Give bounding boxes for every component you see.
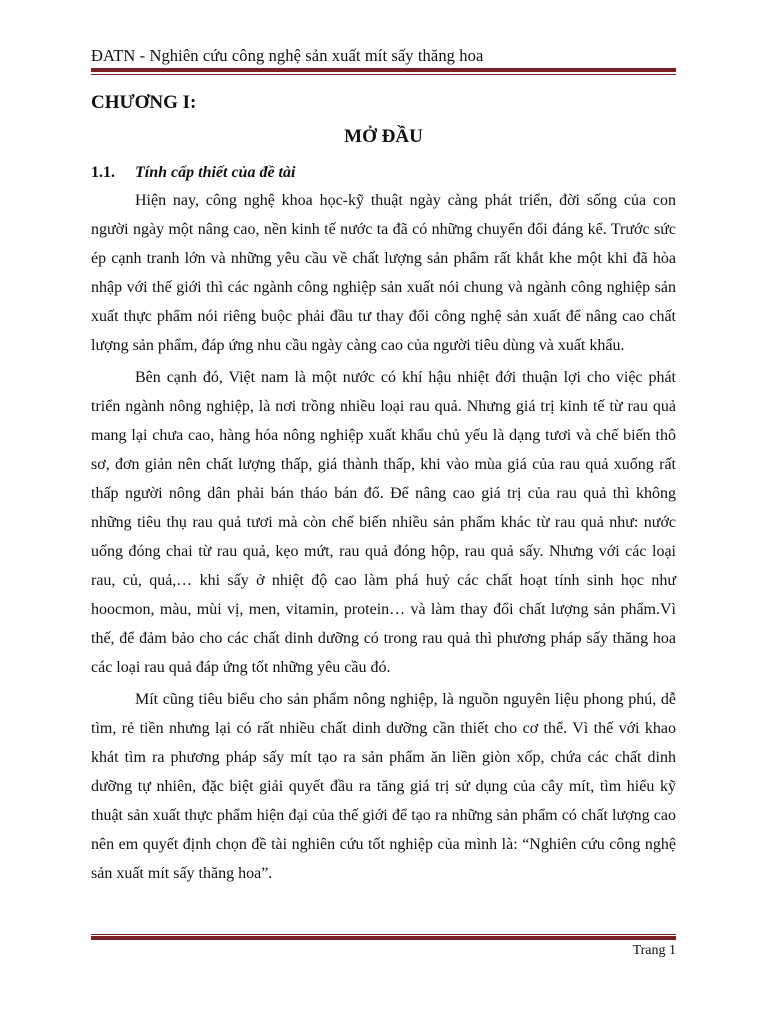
section-number: 1.1.	[91, 164, 115, 181]
header-rule-thin	[91, 74, 676, 75]
running-header: ĐATN - Nghiên cứu công nghệ sản xuất mít sấy thăng hoa	[91, 46, 484, 65]
header-rule-thick	[91, 68, 676, 72]
paragraph: Bên cạnh đó, Việt nam là một nước có khí hậu nhiệt đới thuận lợi cho việc phát triển ngành nông nghiệp, là nơi trồng nhiều loại rau quả. Nhưng giá trị kinh tế từ rau quả mang lại chưa cao, hàng hóa nông nghiệp xuất khẩu chủ yếu là dạng tươi và chế biến thô sơ, đơn giản nên chất lượng thấp, giá thành thấp, khi vào mùa giá của rau quả xuống rất thấp người nông dân phải bán tháo bán đổ. Để nâng cao giá trị của rau quả thì không những tiêu thụ rau quả tươi mà còn chế biến nhiều sản phẩm khác từ rau quả như: nước uống đóng chai từ rau quả, kẹo mứt, rau quả đóng hộp, rau quả sấy. Nhưng với các loại rau, củ, quả,… khi sấy ở nhiệt độ cao làm phá huỷ các chất hoạt tính sinh học như hoocmon, màu, mùi vị, men, vitamin, protein… và làm thay đổi chất lượng sản phẩm.Vì thế, để đảm bảo cho các chất dinh dưỡng có trong rau quả thì phương pháp sấy thăng hoa các loại rau quả đáp ứng tốt những yêu cầu đó.	[91, 369, 676, 676]
paragraph: Mít cũng tiêu biểu cho sản phẩm nông nghiệp, là nguồn nguyên liệu phong phú, dễ tìm, rẻ tiền nhưng lại có rất nhiều chất dinh dưỡng cần thiết cho cơ thể. Vì thế với khao khát tìm ra phương pháp sấy mít tạo ra sản phẩm ăn liền giòn xốp, chứa các chất dinh dưỡng tự nhiên, đặc biệt giải quyết đầu ra tăng giá trị sử dụng của cây mít, tìm hiểu kỹ thuật sản xuất thực phẩm hiện đại của thế giới để tạo ra những sản phẩm có chất lượng cao nên em quyết định chọn đề tài nghiên cứu tốt nghiệp của mình là: “Nghiên cứu công nghệ sản xuất mít sấy thăng hoa”.	[91, 691, 676, 882]
chapter-title: MỞ ĐẦU	[344, 126, 423, 147]
paragraph: Hiện nay, công nghệ khoa học-kỹ thuật ngày càng phát triển, đời sống của con người ngày một nâng cao, nền kinh tế nước ta đã có những chuyển đổi đáng kể. Trước sức ép cạnh tranh lớn và những yêu cầu về chất lượng sản phẩm rất khắt khe một khi đã hòa nhập với thế giới thì các ngành công nghiệp sản xuất nói chung và ngành công nghiệp sản xuất thực phẩm nói riêng buộc phải đầu tư thay đổi công nghệ sản xuất để nâng cao chất lượng sản phẩm, đáp ứng nhu cầu ngày càng cao của người tiêu dùng và xuất khẩu.	[91, 192, 676, 354]
section-title: Tính cấp thiết của đề tài	[135, 164, 296, 181]
chapter-label: CHƯƠNG I:	[91, 92, 197, 113]
page-number: Trang 1	[632, 943, 676, 958]
footer-rule-thick	[91, 936, 676, 940]
body-text	[91, 186, 676, 888]
footer-rule-thin	[91, 934, 676, 935]
section-heading	[91, 164, 295, 182]
